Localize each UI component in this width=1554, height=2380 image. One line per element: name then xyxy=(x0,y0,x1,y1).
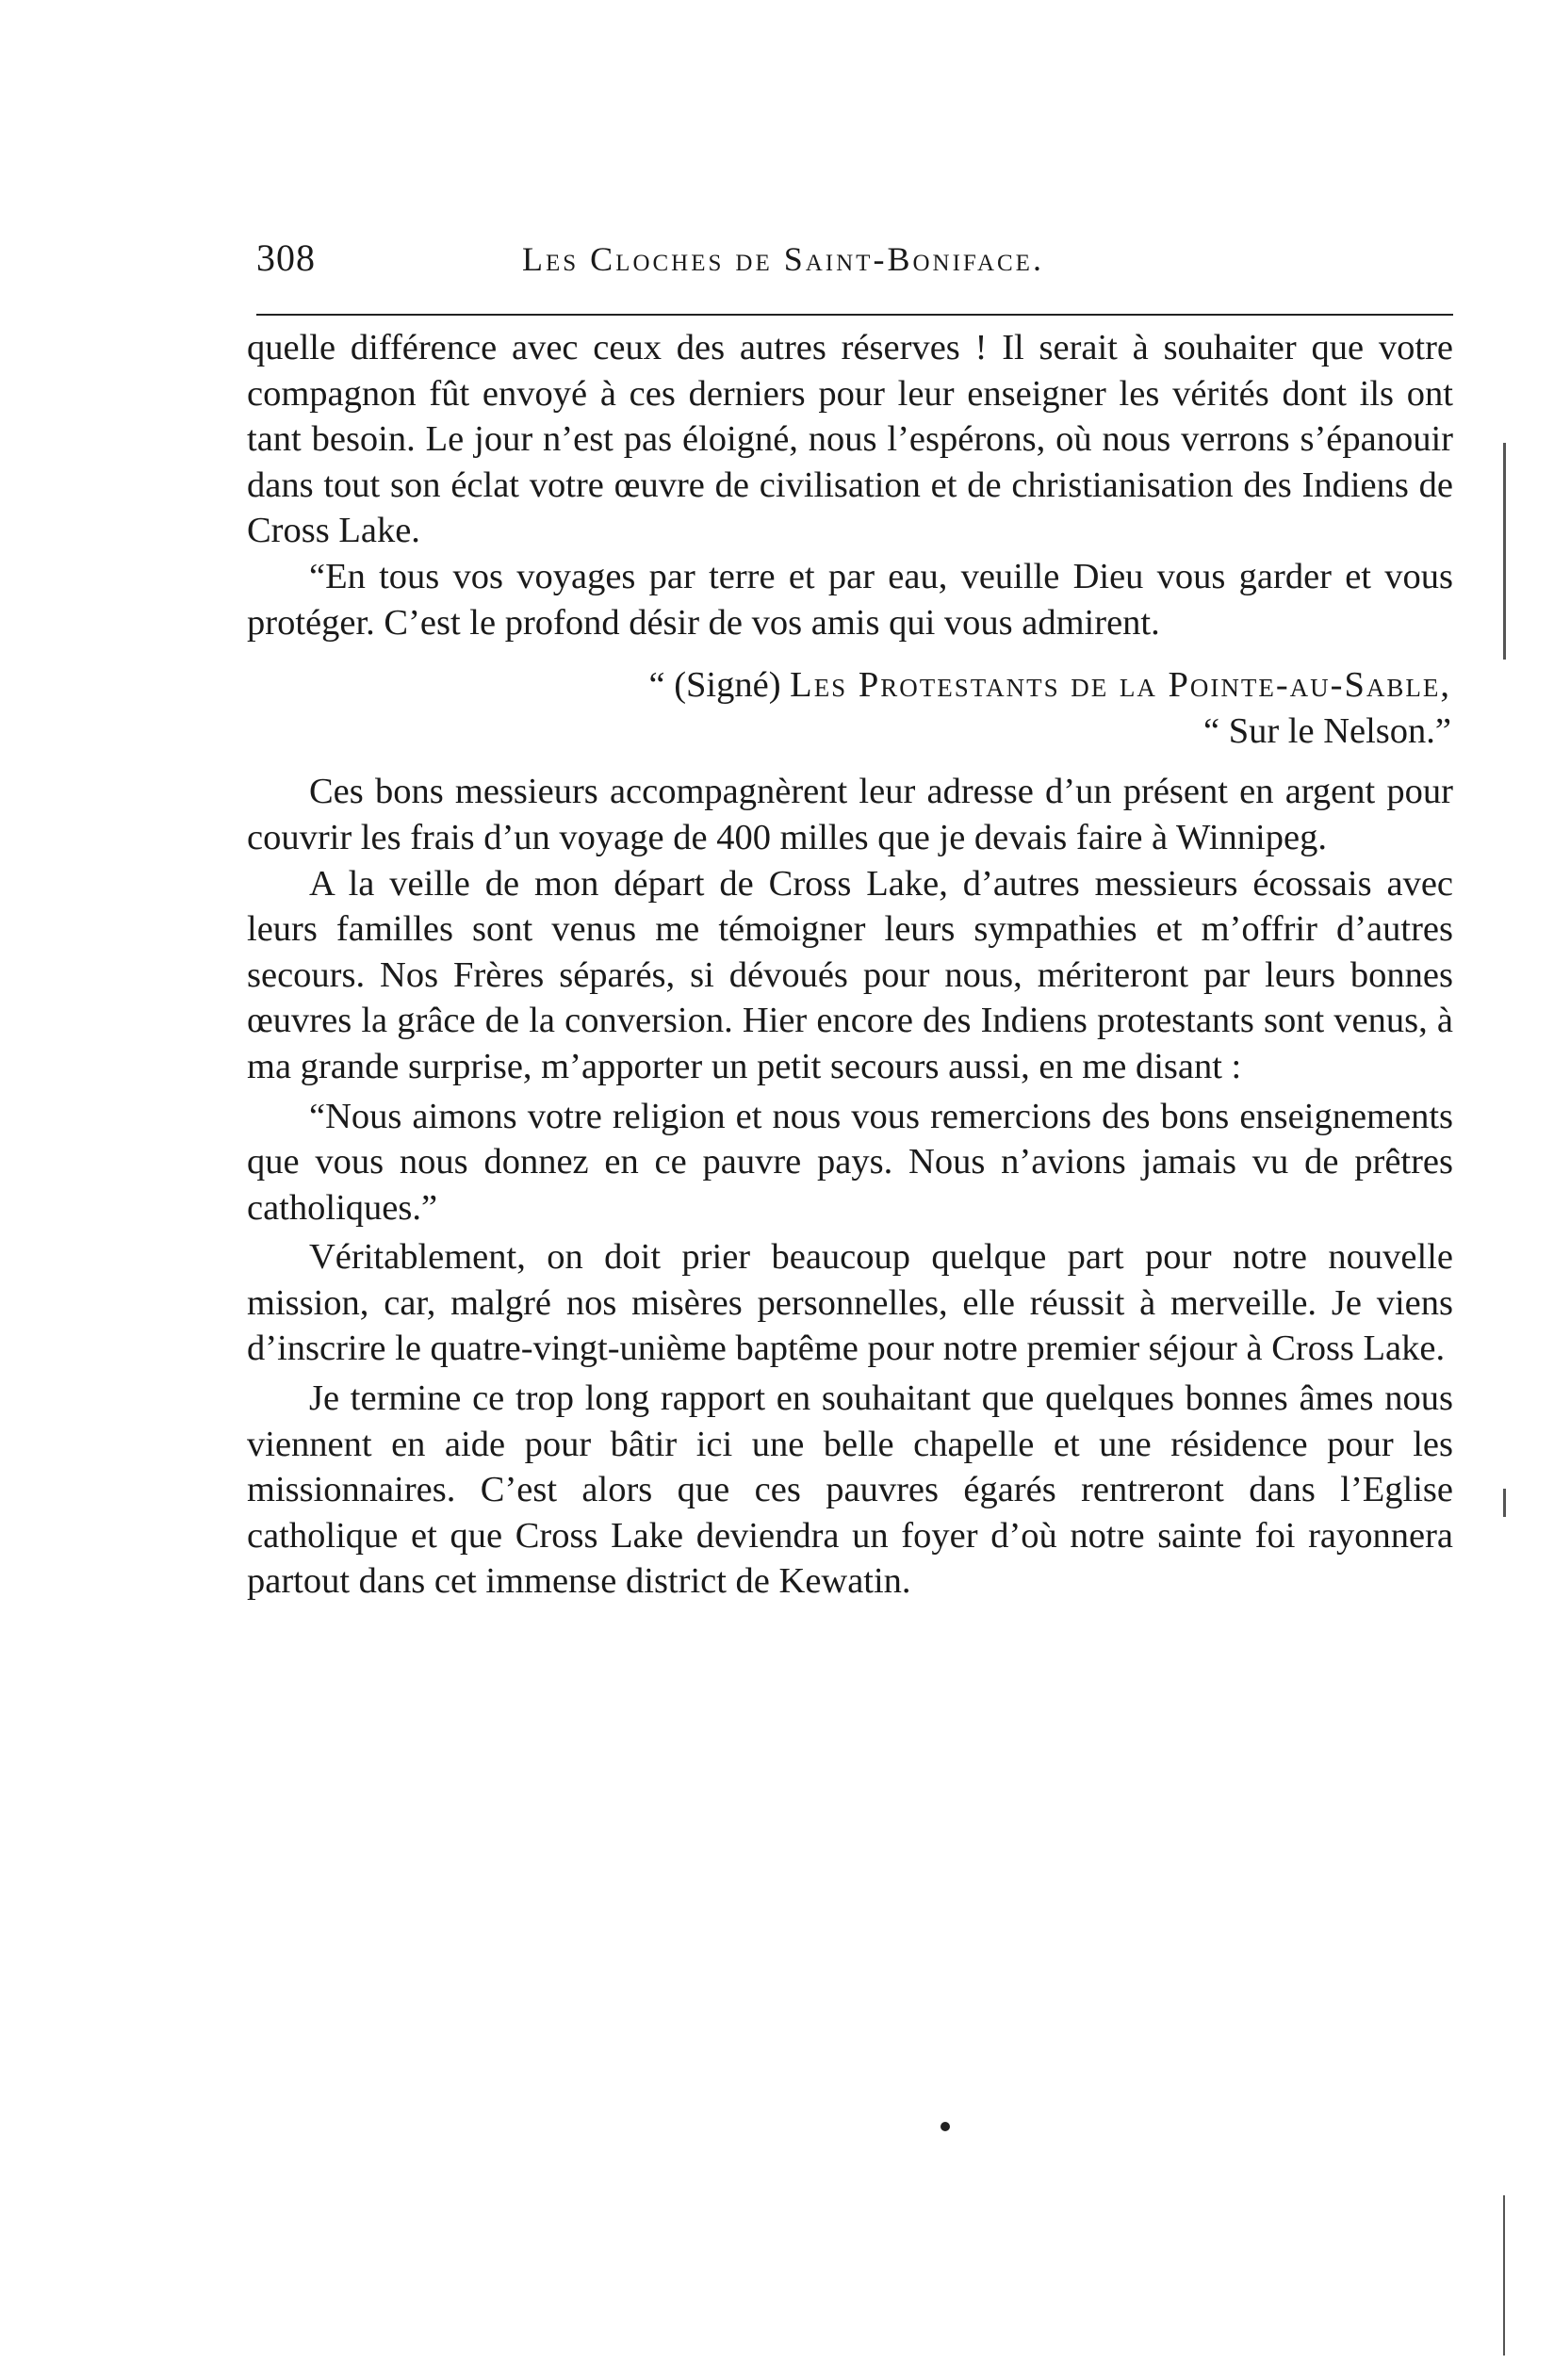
margin-scan-line xyxy=(1503,443,1506,660)
signature-line xyxy=(247,662,1453,709)
page-header xyxy=(256,236,1453,292)
paragraph-quote: “Nous aimons votre religion et nous vous remercions des bons enseignements que vous nous donnez en ce pauvre pays. Nous n’avions jamais vu de prêtres catholiques.” xyxy=(247,1096,1453,1228)
ink-dot xyxy=(941,2122,950,2131)
signature-place: “ Sur le Nelson.” xyxy=(1202,710,1451,751)
header-rule xyxy=(256,314,1453,316)
page-number: 308 xyxy=(256,236,316,279)
paragraph-continuation: quelle différence avec ceux des autres réserves ! Il serait à souhaiter que votre compagnon fût envoyé à ces derniers pour leur enseigner les vérités dont ils ont tant besoin. Le jour n’est pas éloigné, nous l’espérons, où nous verrons s’épanouir dans tout son éclat votre œuvre de civilisation et de christianisation des Indiens de Cross Lake. xyxy=(247,328,1453,551)
margin-scan-line xyxy=(1503,2195,1505,2356)
paragraph-mission: Véritablement, on doit prier beaucoup quelque part pour notre nouvelle mission, car, malgré nos misères personnelles, elle réussit à merveille. Je viens d’inscrire le quatre-vingt-unième baptême pour notre premier séjour à Cross Lake. xyxy=(247,1237,1453,1369)
paragraph-gift: Ces bons messieurs accompagnèrent leur adresse d’un présent en argent pour couvrir les frais d’un voyage de 400 milles que je devais faire à Winnipeg. xyxy=(247,772,1453,857)
body-text xyxy=(247,325,1453,1605)
running-title: Les Cloches de Saint-Boniface. xyxy=(522,240,1044,278)
signature-prefix: “ (Signé) xyxy=(648,665,791,706)
margin-scan-line xyxy=(1503,1489,1506,1517)
signature-name: Les Protestants de la Pointe-au-Sable, xyxy=(790,665,1451,706)
paragraph-departure: A la veille de mon départ de Cross Lake, d’autres messieurs écossais avec leurs familles sont venus me témoigner leurs sympathies et m’offrir d’autres secours. Nos Frères séparés, si dévoués pour nous, mériteront par leurs bonnes œuvres la grâce de la conversion. Hier encore des Indiens protestants sont venus, à ma grande surprise, m’apporter un petit secours aussi, en me disant : xyxy=(247,863,1453,1086)
paragraph-wishes: “En tous vos voyages par terre et par eau, veuille Dieu vous garder et vous protéger. C’est le profond désir de vos amis qui vous admirent. xyxy=(247,556,1453,643)
paragraph-conclusion: Je termine ce trop long rapport en souhaitant que quelques bonnes âmes nous viennent en aide pour bâtir ici une belle chapelle et une résidence pour les missionnaires. C’est alors que ces pauvres égarés rentreront dans l’Eglise catholique et que Cross Lake deviendra un foyer d’où notre sainte foi rayonnera partout dans cet immense district de Kewatin. xyxy=(247,1378,1453,1602)
